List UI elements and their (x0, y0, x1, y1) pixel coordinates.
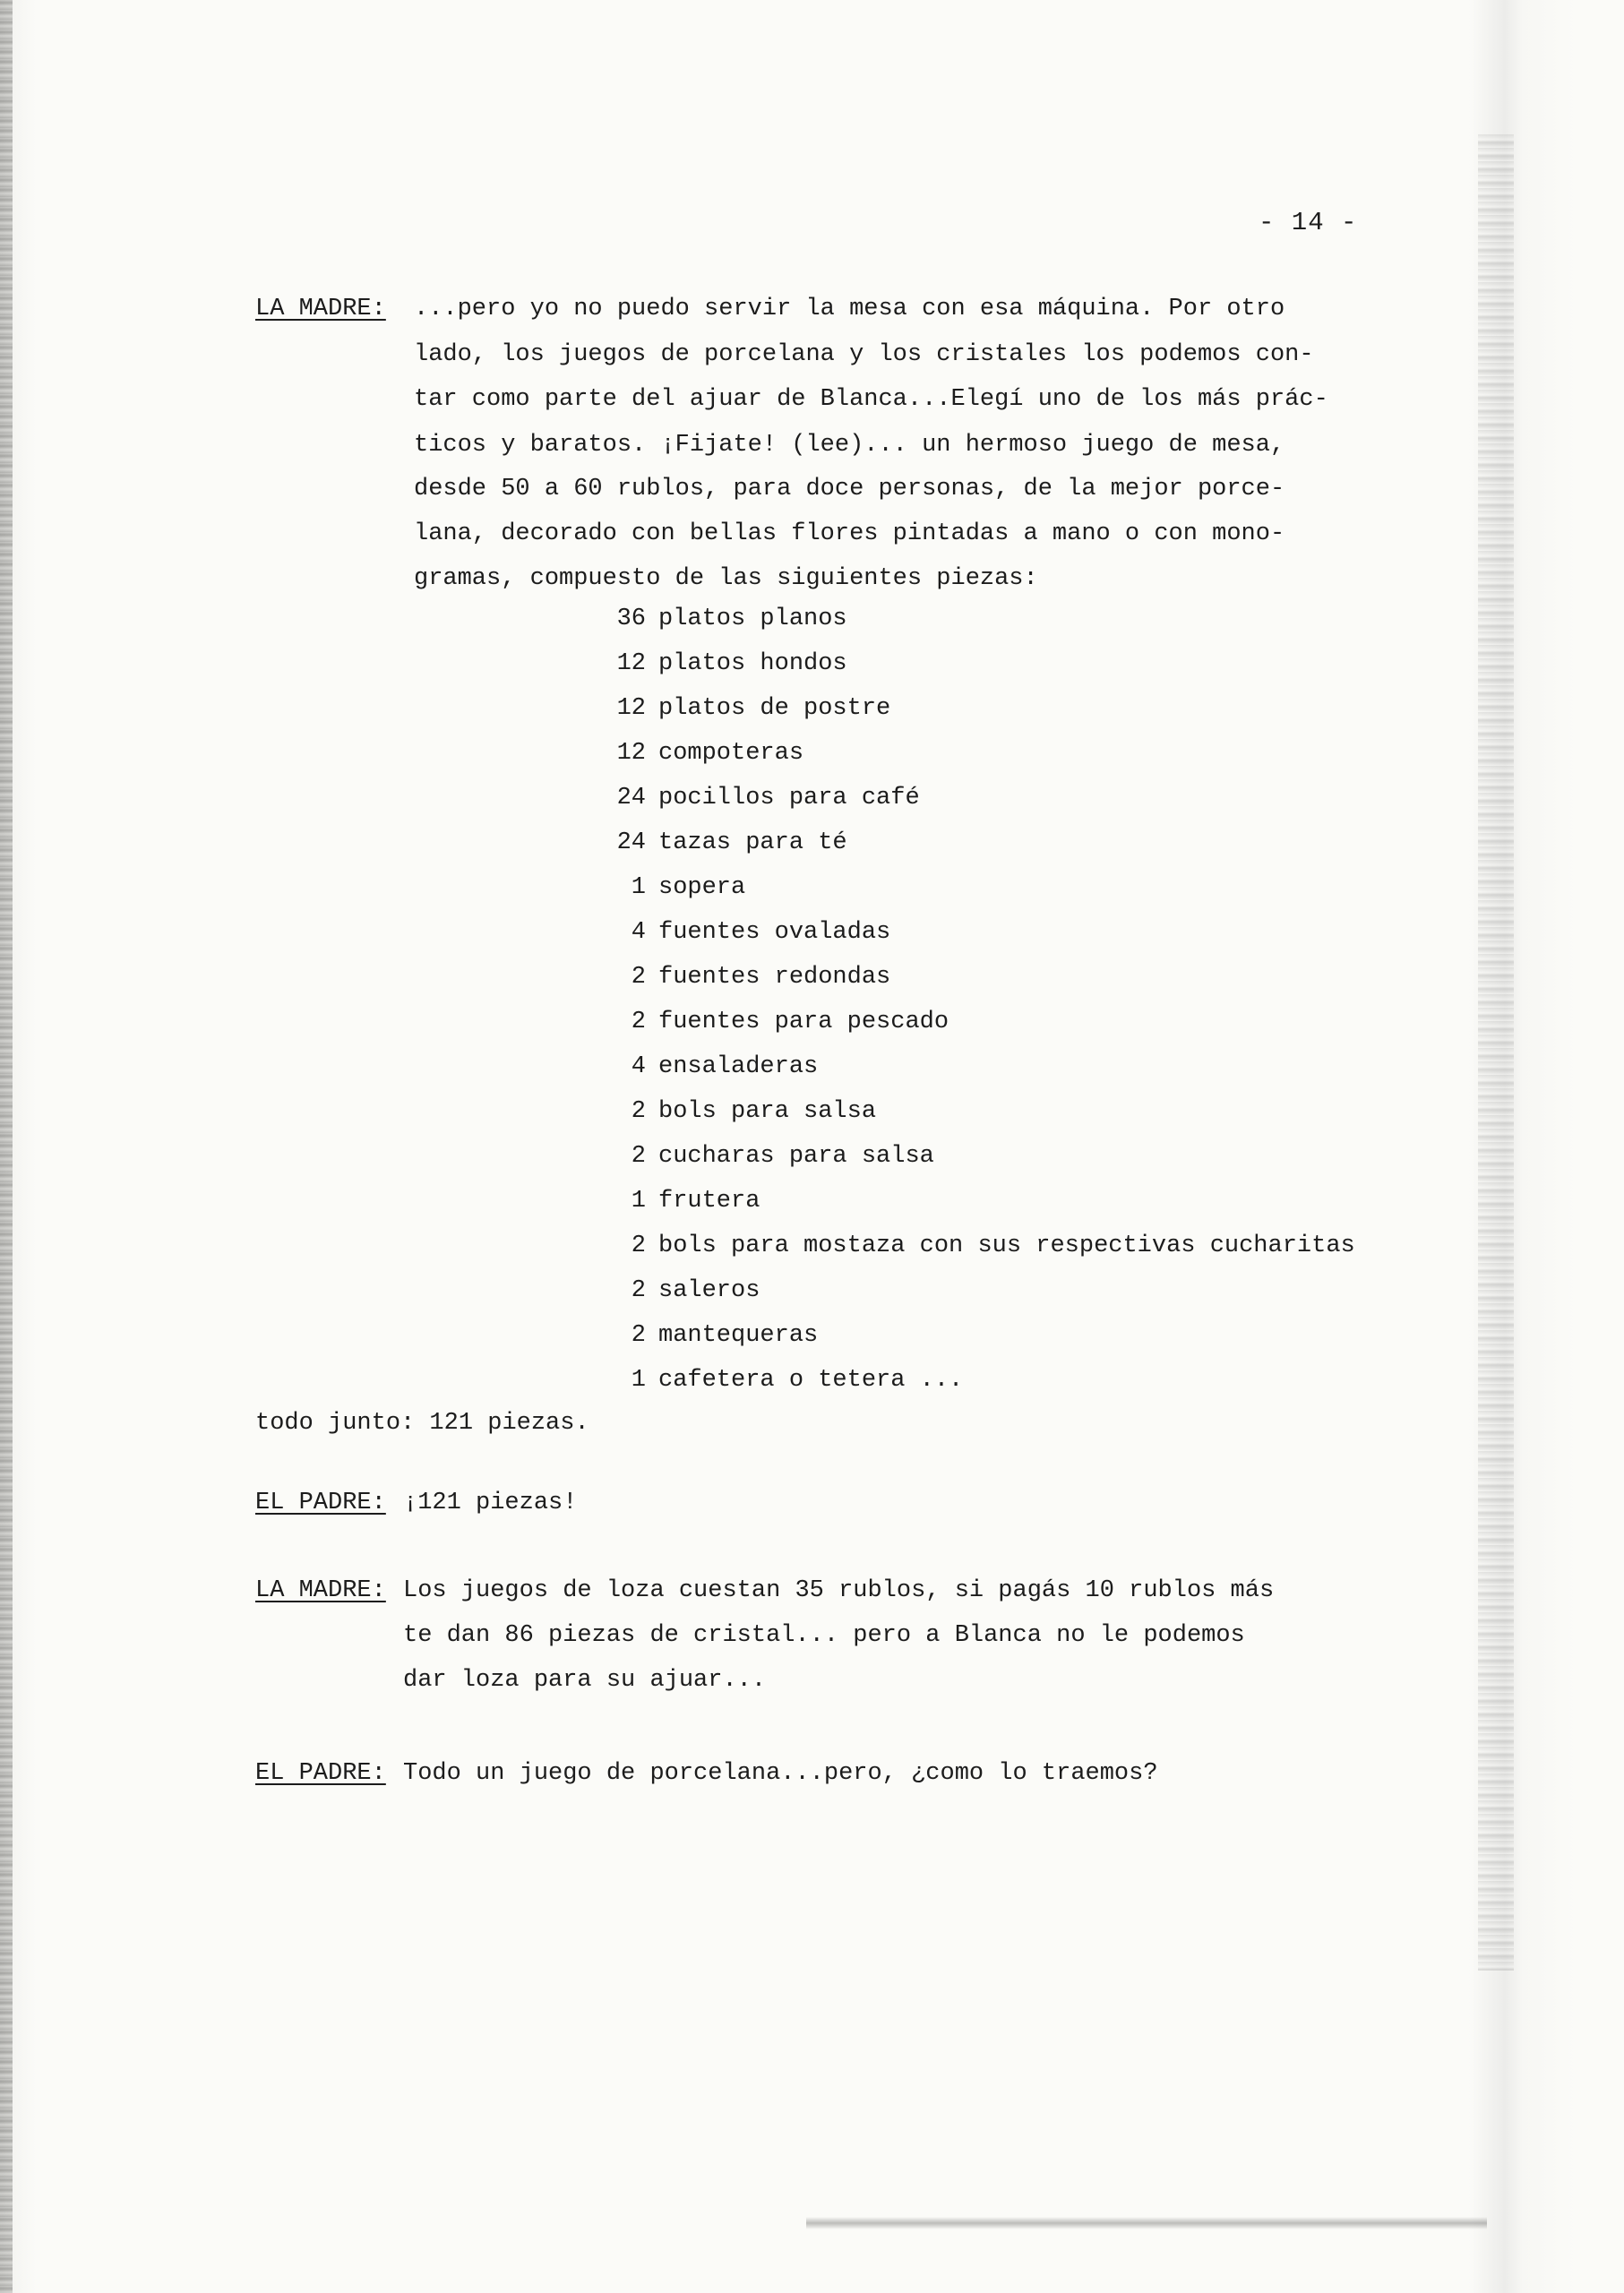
list-item (605, 1053, 818, 1080)
list-item (605, 1009, 949, 1035)
paper-right-edge-shadow (1478, 134, 1514, 1971)
list-item (605, 605, 847, 632)
list-item (605, 1277, 760, 1304)
speaker-label: LA MADRE: (255, 1577, 386, 1604)
piece-quantity: 2 (631, 964, 646, 991)
speaker-label: EL PADRE: (255, 1760, 386, 1787)
piece-name: compoteras (658, 740, 804, 767)
speech-line: ticos y baratos. ¡Fijate! (lee)... un hermoso juego de mesa, (414, 432, 1285, 459)
speech-line: gramas, compuesto de las siguientes piezas: (414, 565, 1038, 592)
list-item (605, 785, 920, 812)
piece-quantity: 4 (631, 1053, 646, 1080)
list-item (605, 1232, 1355, 1259)
piece-name: saleros (658, 1277, 760, 1304)
piece-name: fuentes ovaladas (658, 919, 891, 946)
piece-quantity: 1 (631, 1188, 646, 1215)
piece-quantity: 12 (616, 695, 646, 722)
speaker-label: LA MADRE: (255, 296, 386, 322)
list-item (605, 740, 803, 767)
speech-line: Todo un juego de porcelana...pero, ¿como lo traemos? (403, 1760, 1158, 1787)
total-pieces-line: todo junto: 121 piezas. (255, 1410, 589, 1437)
list-item (605, 1098, 876, 1125)
list-item (605, 829, 847, 856)
speech-line: te dan 86 piezas de cristal... pero a Blanca no le podemos (403, 1622, 1245, 1649)
piece-quantity: 2 (631, 1322, 646, 1349)
list-item (605, 695, 890, 722)
piece-name: platos hondos (658, 650, 847, 677)
piece-name: frutera (658, 1188, 760, 1215)
list-item (605, 874, 745, 901)
speech-line: desde 50 a 60 rublos, para doce personas, de la mejor porce- (414, 476, 1285, 502)
piece-quantity: 2 (631, 1009, 646, 1035)
piece-name: sopera (658, 874, 746, 901)
piece-quantity: 2 (631, 1232, 646, 1259)
speech-line: Los juegos de loza cuestan 35 rublos, si pagás 10 rublos más (403, 1577, 1275, 1604)
speech-line: lana, decorado con bellas flores pintadas a mano o con mono- (414, 520, 1285, 547)
list-item (605, 1143, 934, 1170)
speech-line: ¡121 piezas! (403, 1490, 578, 1516)
speech-line: lado, los juegos de porcelana y los cristales los podemos con- (414, 341, 1314, 368)
piece-name: bols para salsa (658, 1098, 877, 1125)
list-item (605, 964, 890, 991)
piece-quantity: 24 (616, 785, 646, 812)
piece-name: fuentes para pescado (658, 1009, 949, 1035)
piece-quantity: 1 (631, 1367, 646, 1394)
speech-line: ...pero yo no puedo servir la mesa con esa máquina. Por otro (414, 296, 1285, 322)
piece-name: cucharas para salsa (658, 1143, 934, 1170)
list-item (605, 650, 847, 677)
piece-name: fuentes redondas (658, 964, 891, 991)
piece-quantity: 12 (616, 650, 646, 677)
piece-name: bols para mostaza con sus respectivas cucharitas (658, 1232, 1355, 1259)
piece-name: tazas para té (658, 829, 847, 856)
piece-quantity: 24 (616, 829, 646, 856)
paper-binding-edge (0, 0, 13, 2293)
piece-quantity: 2 (631, 1098, 646, 1125)
speaker-label: EL PADRE: (255, 1490, 386, 1516)
speech-line: tar como parte del ajuar de Blanca...Elegí uno de los más prác- (414, 386, 1328, 413)
page-number: - 14 - (1259, 208, 1358, 237)
paper-bottom-edge-shadow (806, 2217, 1487, 2229)
list-item (605, 1367, 963, 1394)
speech-line: dar loza para su ajuar... (403, 1667, 767, 1694)
piece-quantity: 1 (631, 874, 646, 901)
list-item (605, 1322, 818, 1349)
piece-name: platos de postre (658, 695, 891, 722)
piece-name: pocillos para café (658, 785, 920, 812)
piece-quantity: 2 (631, 1143, 646, 1170)
piece-name: ensaladeras (658, 1053, 819, 1080)
piece-quantity: 36 (616, 605, 646, 632)
piece-name: cafetera o tetera ... (658, 1367, 964, 1394)
piece-name: platos planos (658, 605, 847, 632)
piece-quantity: 4 (631, 919, 646, 946)
piece-quantity: 2 (631, 1277, 646, 1304)
piece-quantity: 12 (616, 740, 646, 767)
list-item (605, 919, 890, 946)
list-item (605, 1188, 760, 1215)
piece-name: mantequeras (658, 1322, 819, 1349)
